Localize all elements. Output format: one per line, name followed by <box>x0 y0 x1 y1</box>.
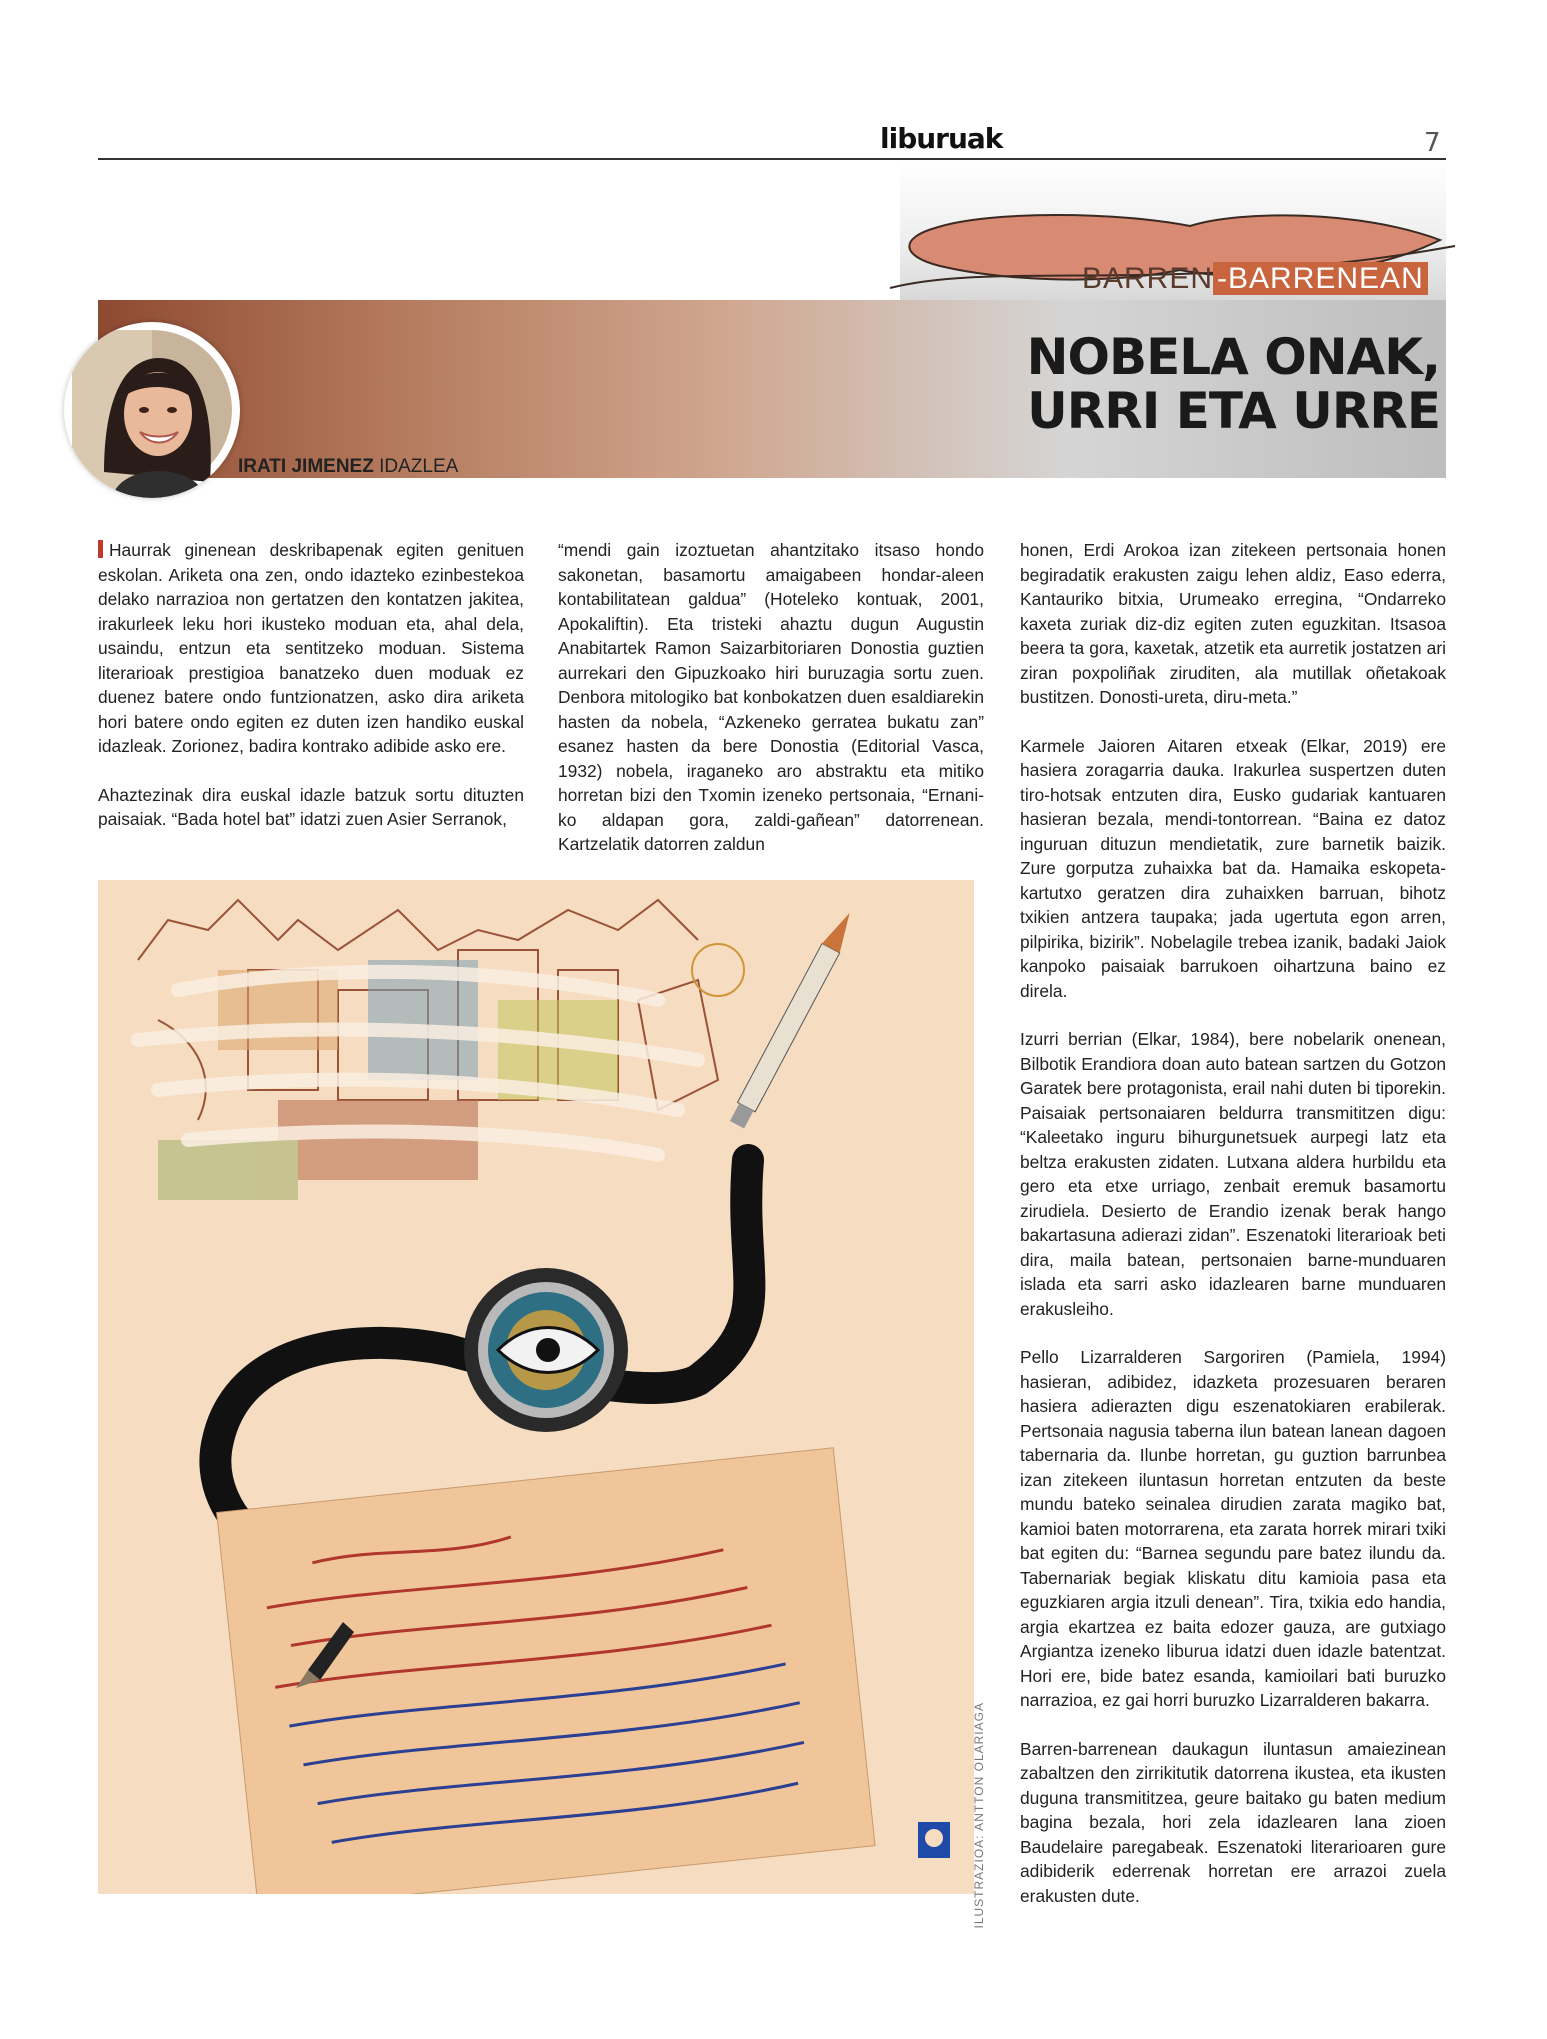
illustration <box>98 880 974 1894</box>
section-label: liburuak <box>880 122 1003 155</box>
illustration-artwork <box>98 880 974 1894</box>
lens-eye <box>464 1268 628 1432</box>
artist-logo <box>918 1822 950 1858</box>
paragraph: “mendi gain izoztuetan ahantzitako itsaso hondo sakonetan, basamortu amaigabeen hondar-aleen kontabilitatean galdua” (Hoteleko kontuak, 2001, Apokaliftin). Eta tristeki ahaztu dugun Augustin Anabitartek Ramon Saizarbitoriaren Donostia guztien aurrekari den Gipuzkoako hiri buruzagia sortu zuen. Denbora mitologiko bat konbokatzen duen esaldiarekin hasten da nobela, “Azkeneko gerratea bukatu zan” esanez hasten da bere Donostia (Editorial Vasca, 1932) nobela, iraganeko aro abstraktu eta mitiko horretan bizi den Txomin izeneko pertsonaia, “Ernani-ko aldapan gora, zaldi-gañean” datorrenean. Kartzelatik datorren zaldun <box>558 540 984 854</box>
paragraph: Ahaztezinak dira euskal idazle batzuk sortu dituzten paisaiak. “Bada hotel bat” idatzi zuen Asier Serranok, <box>98 784 524 829</box>
article-column-2 <box>558 538 984 881</box>
paragraph: Barren-barrenean daukagun iluntasun amaiezinean zabaltzen den zirrikitutik datorrena ikustea, eta ikusten duguna transmititzea, geure baitako gu baten medium bagina bezala, hori zela idazlearen lana zioen Baudelaire paregabeak. Eszenatoki literarioaren gure adibiderik ederrenak horretan ere arrazoi zuela erakusten dute. <box>1020 1738 1446 1906</box>
kicker-part2: -BARRENEAN <box>1213 262 1428 295</box>
byline <box>238 456 458 478</box>
headline <box>1000 330 1440 438</box>
article-column-1 <box>98 538 524 856</box>
byline-role: IDAZLEA <box>379 456 459 477</box>
kicker <box>1082 262 1428 296</box>
article-column-3 <box>1020 538 1446 1932</box>
paragraph: Izurri berrian (Elkar, 1984), bere nobelarik onenean, Bilbotik Erandiora doan auto batean sartzen du Gotzon Garatek bere protagonista, erail nahi duten bi tiporekin. Paisaiak pertsonaiaren beldurra transmititzen digu: “Kaleetako inguru bihurgunetsuek aurpegi latz eta beltza erakusten zidaten. Lutxana aldera hurbildu eta gero eta etxe urriago, zenbait eremuk basamortu zirudiela. Desierto de Erandio izenak berak hango bakartasuna adierazi zidan”. Eszenatoki literarioak beti dira, maila batean, pertsonaien barne-munduaren islada eta sarri asko idazlearen barne munduaren erakusleiho. <box>1020 1029 1446 1319</box>
paragraph: honen, Erdi Arokoa izan zitekeen pertsonaia honen begiradatik erakusten zaigu lehen aldiz, Easo ederra, Kantauriko bitxia, Urumeako erregina, “Ondarreko kaxeta zuriak diz-diz egiten zuten eguzkitan. Itsasoa beera ta gora, kaxetak, atzetik eta aurretik jostatzen ari ziran poxpoliñak ziruditen, ala mutillak oñetakoak bustitzen. Donosti-ureta, diru-meta.” <box>1020 540 1446 707</box>
byline-name: IRATI JIMENEZ <box>238 456 374 477</box>
page-number: 7 <box>1424 128 1441 158</box>
paragraph: Pello Lizarralderen Sargoriren (Pamiela, 1994) hasieran, adibidez, idazketa prozesuaren beraren hasiera adierazten digu eszenatokiaren erabilerak. Pertsonaia nagusia taberna ilun batean lanean dagoen tabernaria da. Ilunbe horretan, gu guztion barrunbea izan zitekeen iluntasun horretan entzuten da beste mundu bateko seinalea dirudien zarata magiko bat, kamioi baten motorrarena, eta zarata horrek mirari txiki bat egiten du: “Barnea segundu pare batez ilundu da. Tabernariak begiak kliskatu ditu kamioia pasa eta eguzkiaren argia itzuli denean”. Tira, txikia edo handia, argia ekartzea ez baita edozer gauza, are gutxiago Argiantza izeneko liburua idatzi duen idazle batentzat. Hori ere, bide batez esanda, kamioilari bati buruzko narrazioa, ez gai horri buruzko Lizarralderen bakarra. <box>1020 1347 1446 1710</box>
illustration-credit: ILUSTRAZIOA: ANTTON OLARIAGA <box>972 1702 986 1929</box>
kicker-part1: BARREN <box>1082 262 1214 295</box>
author-photo <box>64 322 240 498</box>
paragraph <box>98 538 524 759</box>
paragraph-text: Haurrak ginenean deskribapenak egiten genituen eskolan. Ariketa ona zen, ondo idazteko ezinbestekoa delako narrazioa non gertatzen den kontatzen jakitea, irakurleek leku hori ikusteko moduan eta, ahal dela, usaindu, entzun eta sentitzeko moduan. Sistema literarioak prestigioa banatzeko duen moduak ez duenez batere ondo funtzionatzen, asko dira ariketa hori batere ondo egiten ez duten izen handiko euskal idazleak. Zorionez, badira kontrako adibide asko ere. <box>98 540 524 756</box>
headline-line2: URRI ETA URRE <box>1027 382 1440 440</box>
author-portrait <box>64 322 240 498</box>
headline-line1: NOBELA ONAK, <box>1026 328 1440 386</box>
paragraph: Karmele Jaioren Aitaren etxeak (Elkar, 2019) ere hasiera zoragarria dauka. Irakurlea suspertzen duten tiro-hotsak entzuten dira, Eusko gudariak kantuaren hasieran bezala, mendi-tontorrean. “Baina ez datoz inguruan dituzun mendietatik, zure barnetik baizik. Zure gorputza zuhaixka bat da. Hamaika eskopeta-kartutxo geratzen dira zuhaixken barruan, bihotz txikien antzera taupaka; jada ugertuta egon arren, pilpirika, bizirik”. Nobelagile trebea izanik, badaki Jaiok kanpoko paisaiak barrukoen oihartzuna baino ez direla. <box>1020 735 1446 1001</box>
paragraph-marker <box>98 540 103 558</box>
